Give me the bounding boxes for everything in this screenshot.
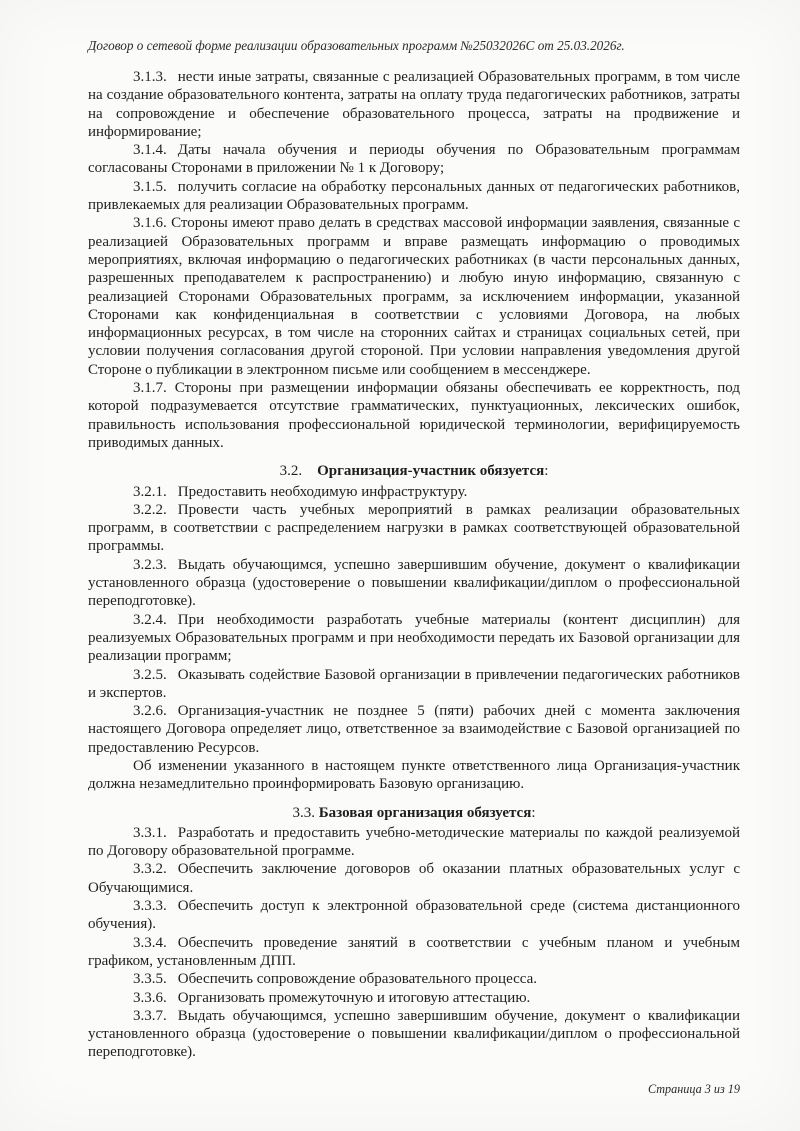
clause-text: При необходимости разработать учебные материалы (контент дисциплин) для реализуемых Образовательных программ и при необходимости передать их Базовой организации для реализации программ; xyxy=(88,611,740,665)
clause-text: Организация-участник не позднее 5 (пяти) рабочих дней с момента заключения настоящего Договора определяет лицо, ответственное за взаимодействие с Базовой организацией по предоставлению Ресурсов. xyxy=(88,703,740,756)
document-body xyxy=(88,68,740,1062)
clause-text: Об изменении указанного в настоящем пункте ответственного лица Организация-участник должна незамедлительно проинформировать Базовую организацию. xyxy=(88,757,740,793)
clause-number: 3.2.2. xyxy=(133,501,167,518)
document-header-title: Договор о сетевой форме реализации образовательных программ №25032026С от 25.03.2026г. xyxy=(88,38,625,53)
paragraph xyxy=(88,501,740,556)
clause-number: 3.1.3. xyxy=(133,69,167,85)
clause-text: Стороны при размещении информации обязаны обеспечивать ее корректность, под которой подразумевается отсутствие грамматических, пунктуационных, лексических ошибок, правильность использования профессиональной юридической терминологии, верифицируемость приводимых данных. xyxy=(88,380,741,451)
paragraph xyxy=(88,1007,740,1062)
clause-text: Оказывать содействие Базовой организации в привлечении педагогических работников и экспертов. xyxy=(88,666,740,701)
clause-number: 3.1.7. xyxy=(133,380,167,397)
clause-text: Даты начала обучения и периоды обучения по Образовательным программам согласованы Сторонами в приложении № 1 к Договору; xyxy=(88,142,740,177)
paragraph xyxy=(88,68,740,141)
paragraph xyxy=(88,757,740,794)
section-heading-text: Базовая организация обязуется xyxy=(318,804,532,821)
paragraph xyxy=(88,702,740,757)
paragraph xyxy=(88,860,740,897)
clause-number: 3.2.6. xyxy=(133,703,167,720)
clause-number: 3.1.4. xyxy=(133,142,167,159)
clause-number: 3.3.2. xyxy=(133,861,167,878)
paragraph xyxy=(88,897,740,934)
section-heading: 3.2. Организация-участник обязуется: xyxy=(279,463,549,480)
clause-text: Стороны имеют право делать в средствах массовой информации заявления, связанные с реализацией Образовательных программ и вправе размещать информацию о проводимых мероприятиях, включая информацию о педагогических работниках (в части персональных данных, разрешенных преподавателем к распространению) и любую иную информацию, связанную с реализацией Сторонами Образовательных программ, за исключением информации, указанной Сторонами как конфиденциальная в соответствии с условиями Договора, на любых информационных ресурсах, в том числе на сторонних сайтах и страницах социальных сетей, при условии получения согласования другой стороной. При условии направления уведомления другой Стороне о публикации в электронном письме или сообщением в мессенджере. xyxy=(88,215,741,378)
section-heading: 3.3. Базовая организация обязуется: xyxy=(292,804,536,821)
clause-number: 3.2.5. xyxy=(133,666,167,683)
clause-number: 3.3. xyxy=(292,804,316,821)
section-heading-text: Организация-участник обязуется xyxy=(317,463,545,480)
paragraph xyxy=(88,611,740,666)
clause-text: нести иные затраты, связанные с реализацией Образовательных программ, в том числе на создание образовательного контента, затраты на оплату труда педагогических работников, затраты на сопровождение и обеспечение образовательного процесса, затраты на продвижение и информирование; xyxy=(88,69,740,140)
clause-number: 3.2.3. xyxy=(133,556,167,573)
paragraph xyxy=(88,934,740,971)
page-footer: Страница 3 из 19 xyxy=(647,1082,740,1096)
clause-text: Обеспечить доступ к электронной образовательной среде (система дистанционного обучения). xyxy=(88,898,740,933)
clause-text: Выдать обучающимся, успешно завершившим обучение, документ о квалификации установленного образца (удостоверение о повышении квалификации/диплом о профессиональной переподготовке). xyxy=(88,1007,740,1061)
clause-number: 3.3.6. xyxy=(133,989,167,1006)
clause-text: Предоставить необходимую инфраструктуру. xyxy=(177,483,468,500)
paragraph xyxy=(88,824,740,861)
clause-text: Обеспечить сопровождение образовательного процесса. xyxy=(177,971,538,988)
clause-text: получить согласие на обработку персональных данных от педагогических работников, привлекаемых для реализации Образовательных программ. xyxy=(88,178,740,214)
clause-number: 3.1.6. xyxy=(133,215,167,232)
paragraph xyxy=(88,214,740,379)
clause-number: 3.3.5. xyxy=(133,971,167,988)
clause-text: Разработать и предоставить учебно-методические материалы по каждой реализуемой по Договору образовательной программе. xyxy=(88,824,740,860)
paragraph xyxy=(88,556,740,611)
clause-text: Организовать промежуточную и итоговую аттестацию. xyxy=(177,989,531,1006)
paragraph xyxy=(88,970,740,988)
clause-text: Провести часть учебных мероприятий в рамках реализации образовательных программ, в соответствии с распределением нагрузки в рамках соответствующей образовательной программы. xyxy=(88,501,740,555)
clause-number: 3.1.5. xyxy=(133,178,167,195)
paragraph xyxy=(88,379,740,452)
clause-number: 3.2. xyxy=(279,463,303,480)
clause-text: Обеспечить проведение занятий в соответствии с учебным планом и учебным графиком, установленным ДПП. xyxy=(88,934,740,969)
clause-number: 3.3.3. xyxy=(133,898,167,915)
paragraph xyxy=(88,178,740,215)
clause-text: Обеспечить заключение договоров об оказании платных образовательных услуг с Обучающимися. xyxy=(88,861,740,896)
paragraph xyxy=(88,989,740,1007)
clause-number: 3.3.4. xyxy=(133,934,167,951)
clause-number: 3.3.1. xyxy=(133,824,167,841)
clause-text: Выдать обучающимся, успешно завершившим обучение, документ о квалификации установленного образца (удостоверение о повышении квалификации/диплом о профессиональной переподготовке). xyxy=(88,556,740,610)
paragraph xyxy=(88,483,740,501)
clause-number: 3.2.1. xyxy=(133,483,167,500)
clause-number: 3.2.4. xyxy=(133,611,167,628)
paragraph xyxy=(88,141,740,178)
clause-number: 3.3.7. xyxy=(133,1007,167,1024)
paragraph xyxy=(88,666,740,703)
